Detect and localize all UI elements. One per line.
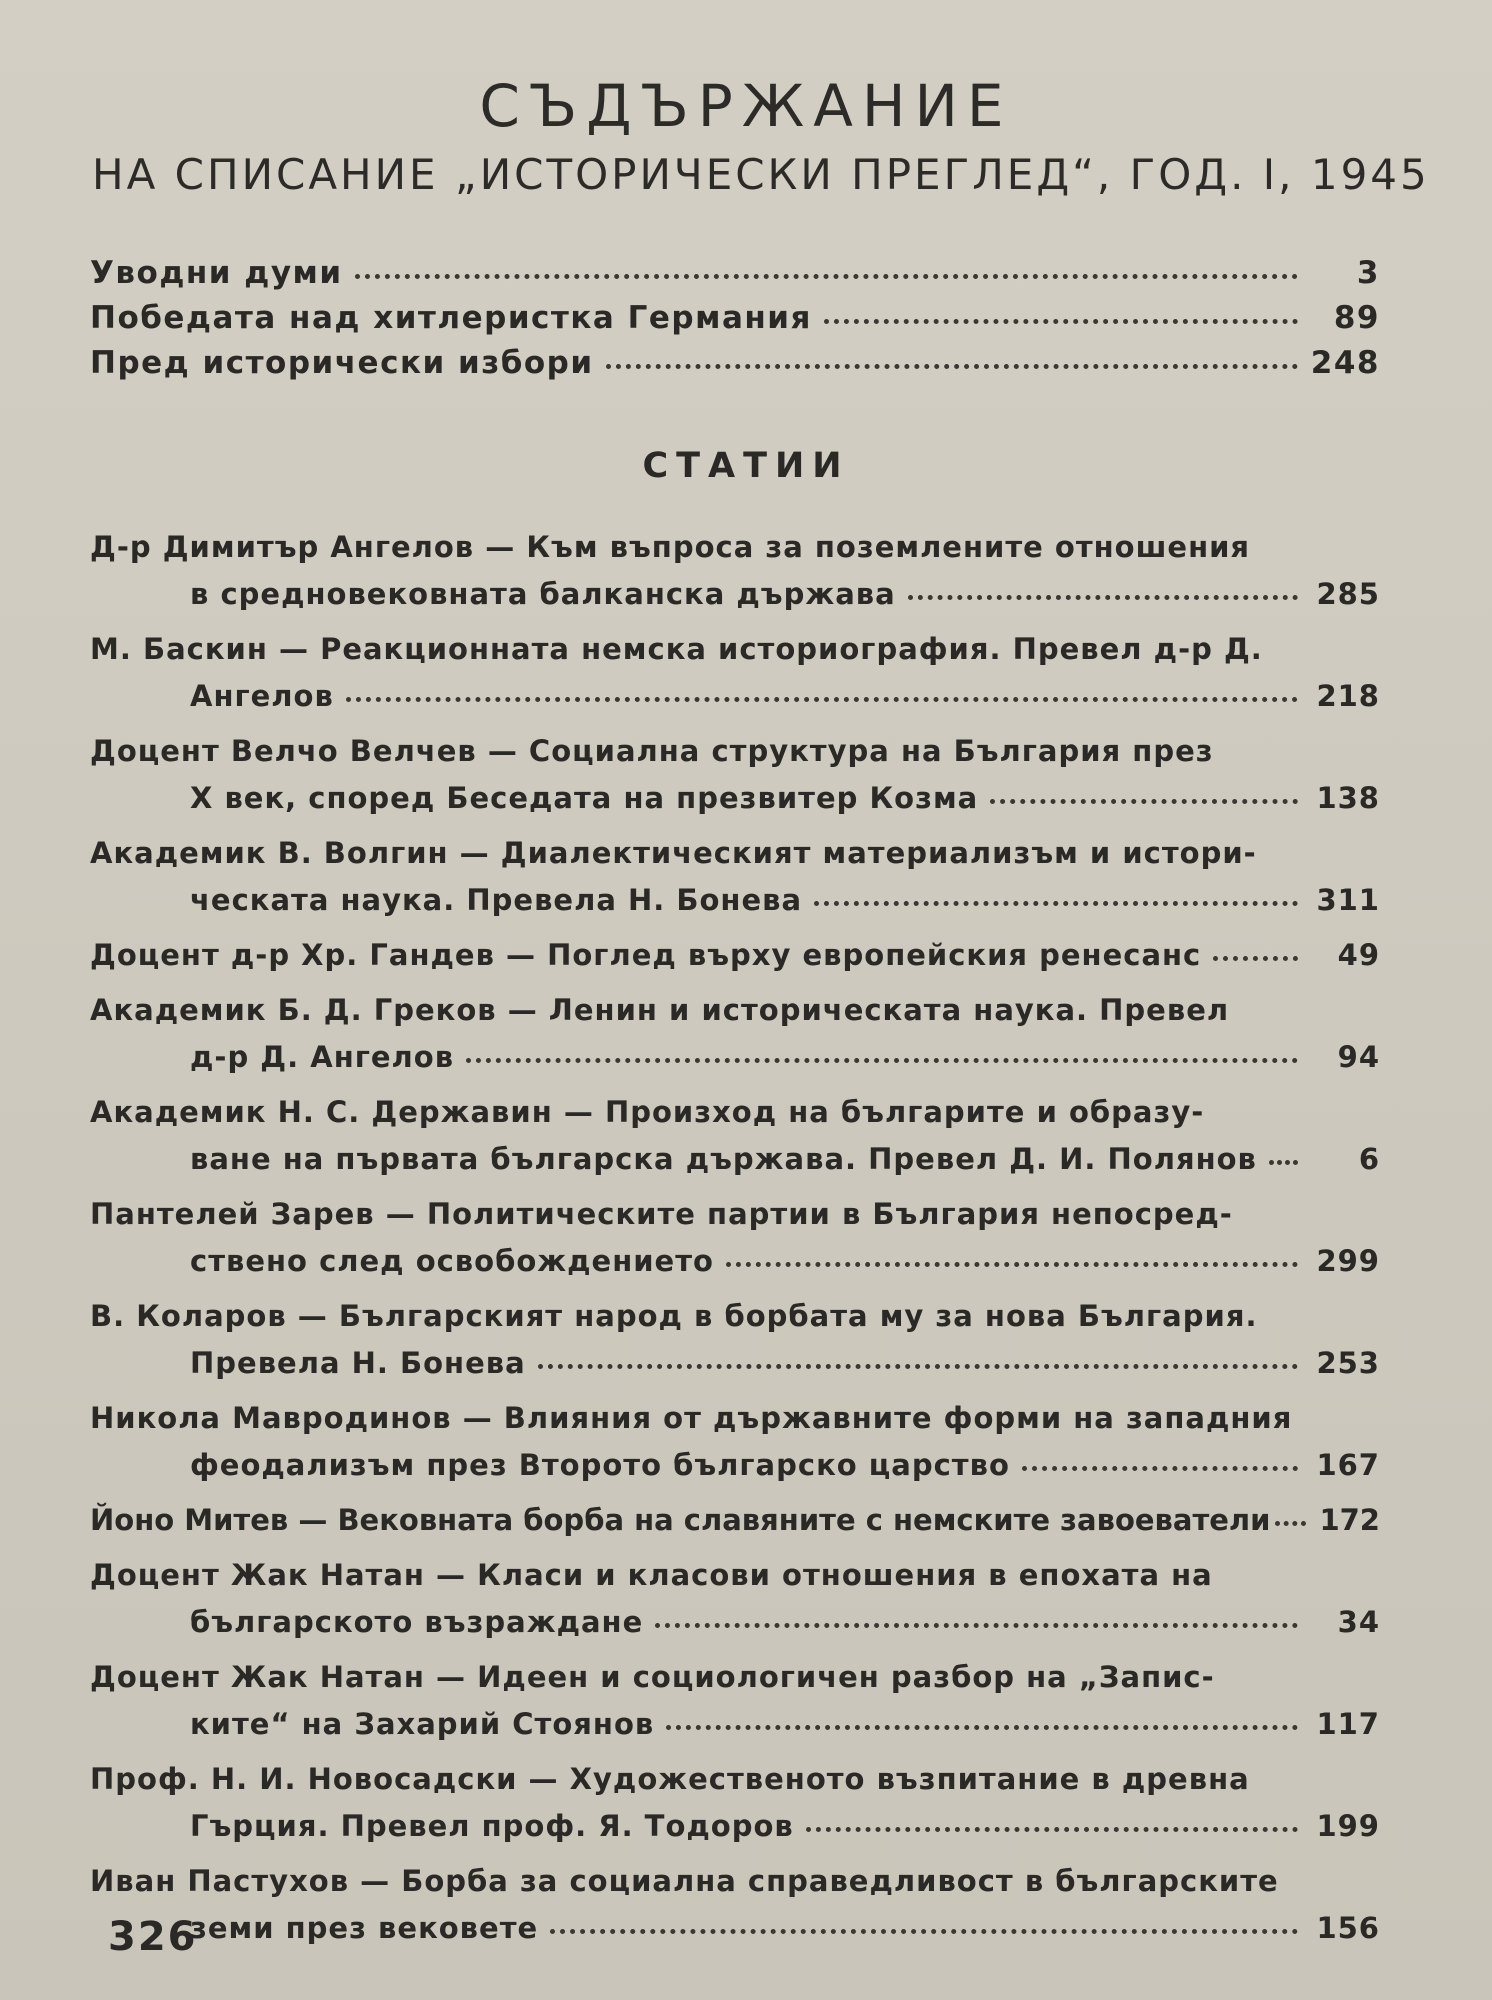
toc-entry-line1: Пантелей Зарев — Политическите партии в България непосред- xyxy=(90,1197,1233,1231)
toc-entry-line2: българското възраждане xyxy=(190,1605,644,1639)
section-heading: СТАТИИ xyxy=(642,446,850,486)
toc-entry xyxy=(90,1401,1380,1495)
toc-entry xyxy=(90,1503,1380,1550)
intro-list xyxy=(90,255,1380,390)
dot-leader xyxy=(550,1929,1298,1934)
toc-entry xyxy=(90,345,1380,390)
toc-entry-page: 138 xyxy=(1316,781,1380,815)
toc-entry-line2: феодализъм през Второто българско царство xyxy=(190,1448,1010,1482)
toc-entry xyxy=(90,1864,1380,1958)
toc-entry-line1: Доцент Жак Натан — Идеен и социологичен разбор на „Запис- xyxy=(90,1660,1215,1694)
toc-entry-line2: ческата наука. Превела Н. Бонева xyxy=(190,883,803,917)
toc-entry-line1: Никола Мавродинов — Влияния от държавните форми на западния xyxy=(90,1401,1293,1435)
toc-entry xyxy=(90,1660,1380,1754)
toc-entry-page: 172 xyxy=(1319,1503,1380,1537)
toc-entry-title: Пред исторически избори xyxy=(90,345,594,381)
toc-entry-line2: д-р Д. Ангелов xyxy=(190,1040,455,1074)
toc-entry-line2: Ангелов xyxy=(190,679,334,713)
toc-entry-page: 285 xyxy=(1316,577,1380,611)
toc-entry xyxy=(90,1299,1380,1393)
dot-leader xyxy=(666,1725,1298,1730)
toc-entry-page: 117 xyxy=(1316,1707,1380,1741)
dot-leader xyxy=(606,364,1298,369)
page-title: СЪДЪРЖАНИЕ xyxy=(479,72,1013,140)
toc-entry-title: Победата над хитлеристка Германия xyxy=(90,300,812,336)
toc-entry xyxy=(90,632,1380,726)
page-number: 326 xyxy=(108,1914,198,1960)
toc-entry-line2: Гърция. Превел проф. Я. Тодоров xyxy=(190,1809,794,1843)
toc-entry xyxy=(90,836,1380,930)
toc-entry-line2: в средновековната балканска държава xyxy=(190,577,896,611)
toc-entry-line2: Превела Н. Бонева xyxy=(190,1346,526,1380)
dot-leader xyxy=(824,319,1298,324)
dot-leader xyxy=(1275,1521,1307,1526)
dot-leader xyxy=(355,274,1298,279)
dot-leader xyxy=(806,1827,1298,1832)
toc-entry-page: 49 xyxy=(1337,938,1380,972)
toc-entry-line1: Иван Пастухов — Борба за социална справедливост в българските xyxy=(90,1864,1279,1898)
dot-leader xyxy=(908,595,1298,600)
toc-entry-page: 89 xyxy=(1333,300,1380,336)
toc-entry-line2: ствено след освобождението xyxy=(190,1244,714,1278)
toc-entry-line1: Йоно Митев — Вековната борба на славяните с немските завоеватели xyxy=(90,1503,1271,1537)
dot-leader xyxy=(1022,1466,1298,1471)
dot-leader xyxy=(1269,1160,1298,1165)
dot-leader xyxy=(1213,956,1298,961)
toc-entry xyxy=(90,530,1380,624)
articles-list xyxy=(90,530,1380,1966)
toc-entry-line2: X век, според Беседата на презвитер Козма xyxy=(190,781,979,815)
toc-entry-page: 94 xyxy=(1337,1040,1380,1074)
toc-entry xyxy=(90,255,1380,300)
toc-entry-page: 199 xyxy=(1316,1809,1380,1843)
dot-leader xyxy=(990,799,1298,804)
toc-entry-line1: В. Коларов — Българският народ в борбата му за нова България. xyxy=(90,1299,1258,1333)
toc-entry-line1: Проф. Н. И. Новосадски — Художественото възпитание в древна xyxy=(90,1762,1250,1796)
toc-entry xyxy=(90,938,1380,985)
toc-entry-line1: Академик В. Волгин — Диалектическият материализъм и истори- xyxy=(90,836,1257,870)
dot-leader xyxy=(726,1262,1298,1267)
toc-entry-line2: ките“ на Захарий Стоянов xyxy=(190,1707,655,1741)
toc-entry-line2: ване на първата българска държава. Превел Д. И. Полянов xyxy=(190,1142,1257,1176)
dot-leader xyxy=(655,1623,1298,1628)
toc-entry-page: 6 xyxy=(1358,1142,1380,1176)
toc-entry-page: 34 xyxy=(1337,1605,1380,1639)
toc-entry xyxy=(90,300,1380,345)
toc-entry xyxy=(90,1197,1380,1291)
toc-entry-page: 3 xyxy=(1356,255,1380,291)
toc-entry-page: 248 xyxy=(1310,345,1380,381)
toc-entry-title: Уводни думи xyxy=(90,255,343,291)
toc-entry-line1: Доцент Жак Натан — Класи и класови отношения в епохата на xyxy=(90,1558,1213,1592)
toc-entry xyxy=(90,1095,1380,1189)
toc-entry xyxy=(90,1762,1380,1856)
toc-entry-page: 218 xyxy=(1316,679,1380,713)
toc-entry-line1: Д-р Димитър Ангелов — Към въпроса за поземлените отношения xyxy=(90,530,1251,564)
toc-entry-page: 311 xyxy=(1316,883,1380,917)
page-subtitle: НА СПИСАНИЕ „ИСТОРИЧЕСКИ ПРЕГЛЕД“, ГОД. I, 1945 xyxy=(92,150,1430,199)
toc-entry-page: 156 xyxy=(1316,1911,1380,1945)
toc-entry-page: 253 xyxy=(1316,1346,1380,1380)
toc-entry-line1: М. Баскин — Реакционната немска историография. Превел д-р Д. xyxy=(90,632,1263,666)
toc-entry-line1: Академик Н. С. Державин — Произход на българите и образу- xyxy=(90,1095,1205,1129)
dot-leader xyxy=(466,1058,1298,1063)
dot-leader xyxy=(346,697,1298,702)
toc-entry xyxy=(90,993,1380,1087)
toc-entry-line1: Доцент Велчо Велчев — Социална структура на България през xyxy=(90,734,1214,768)
toc-entry-page: 299 xyxy=(1316,1244,1380,1278)
dot-leader xyxy=(538,1364,1298,1369)
toc-entry-line1: Доцент д-р Хр. Гандев — Поглед върху европейския ренесанс xyxy=(90,938,1202,972)
toc-entry-line2: земи през вековете xyxy=(190,1911,539,1945)
toc-entry-line1: Академик Б. Д. Греков — Ленин и историческата наука. Превел xyxy=(90,993,1230,1027)
dot-leader xyxy=(814,901,1298,906)
toc-entry xyxy=(90,1558,1380,1652)
toc-entry xyxy=(90,734,1380,828)
toc-entry-page: 167 xyxy=(1316,1448,1380,1482)
